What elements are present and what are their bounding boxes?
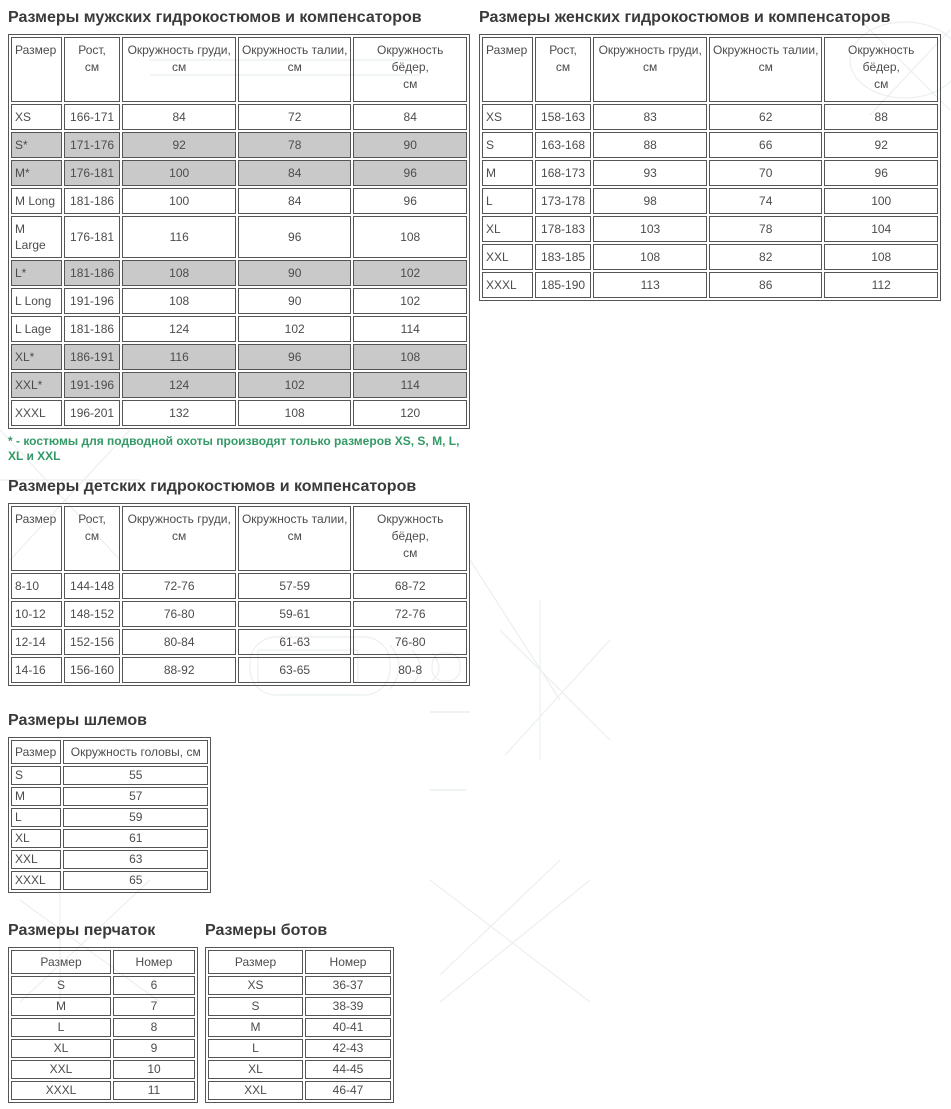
- glove-sizes-section: [8, 921, 198, 1103]
- table-row: [208, 1039, 391, 1058]
- table-cell: 78: [709, 216, 823, 242]
- table-row: [11, 1018, 195, 1037]
- header-row: [11, 950, 195, 974]
- column-header: Размер: [482, 37, 533, 102]
- table-row: [11, 829, 208, 848]
- table-cell: S: [11, 976, 111, 995]
- table-cell: 181-186: [64, 260, 121, 286]
- table-cell: 116: [122, 344, 236, 370]
- table-cell: 46-47: [305, 1081, 391, 1100]
- header-row: [208, 950, 391, 974]
- table-cell: 72-76: [122, 573, 236, 599]
- table-cell: 181-186: [64, 316, 121, 342]
- table-row: [11, 188, 467, 214]
- table-row: [482, 216, 938, 242]
- table-cell: 36-37: [305, 976, 391, 995]
- table-cell: 88: [593, 132, 707, 158]
- table-cell: 90: [238, 260, 352, 286]
- table-cell: 152-156: [64, 629, 121, 655]
- column-header: Окружность талии, см: [709, 37, 823, 102]
- table-cell: 144-148: [64, 573, 121, 599]
- table-cell: 178-183: [535, 216, 592, 242]
- table-cell: 181-186: [64, 188, 121, 214]
- table-row: [482, 244, 938, 270]
- table-cell: 100: [824, 188, 938, 214]
- table-cell: XXXL: [11, 1081, 111, 1100]
- table-cell: 176-181: [64, 160, 121, 186]
- table-row: [11, 132, 467, 158]
- table-cell: 76-80: [122, 601, 236, 627]
- table-row: [11, 372, 467, 398]
- column-header: Номер: [305, 950, 391, 974]
- table-cell: 70: [709, 160, 823, 186]
- column-header: Размер: [11, 740, 61, 764]
- table-cell: 183-185: [535, 244, 592, 270]
- table-cell: L*: [11, 260, 62, 286]
- table-cell: 163-168: [535, 132, 592, 158]
- table-cell: M*: [11, 160, 62, 186]
- table-cell: 88: [824, 104, 938, 130]
- table-cell: 108: [824, 244, 938, 270]
- table-cell: 96: [353, 160, 467, 186]
- table-cell: 10: [113, 1060, 195, 1079]
- header-row: [11, 740, 208, 764]
- table-row: [11, 1060, 195, 1079]
- table-cell: 90: [353, 132, 467, 158]
- header-row: [11, 506, 467, 571]
- table-cell: XL: [208, 1060, 303, 1079]
- table-cell: 96: [238, 216, 352, 258]
- children-sizes-section: [8, 477, 943, 686]
- table-cell: 96: [238, 344, 352, 370]
- children-sizes-table: [8, 503, 470, 686]
- table-cell: 83: [593, 104, 707, 130]
- glove-sizes-table: [8, 947, 198, 1103]
- helmet-sizes-title: Размеры шлемов: [8, 712, 147, 729]
- table-row: [11, 573, 467, 599]
- table-cell: 185-190: [535, 272, 592, 298]
- boot-sizes-table: [205, 947, 394, 1103]
- table-cell: 112: [824, 272, 938, 298]
- table-cell: 108: [353, 344, 467, 370]
- table-cell: S: [11, 766, 61, 785]
- table-cell: XL: [11, 1039, 111, 1058]
- table-cell: 6: [113, 976, 195, 995]
- table-row: [482, 272, 938, 298]
- table-cell: 8-10: [11, 573, 62, 599]
- table-cell: 57: [63, 787, 208, 806]
- column-header: Окружность талии, см: [238, 506, 352, 571]
- table-cell: 113: [593, 272, 707, 298]
- table-cell: 108: [353, 216, 467, 258]
- table-cell: 124: [122, 372, 236, 398]
- table-cell: XXL: [11, 850, 61, 869]
- header-row: [11, 37, 467, 102]
- table-row: [482, 132, 938, 158]
- table-row: [11, 850, 208, 869]
- column-header: Размер: [11, 950, 111, 974]
- table-cell: 108: [122, 260, 236, 286]
- column-header: Окружность груди, см: [122, 37, 236, 102]
- table-cell: 102: [238, 316, 352, 342]
- table-cell: 166-171: [64, 104, 121, 130]
- table-cell: 100: [122, 188, 236, 214]
- column-header: Размер: [11, 37, 62, 102]
- column-header: Окружность бёдер, см: [824, 37, 938, 102]
- table-cell: 80-84: [122, 629, 236, 655]
- table-cell: 108: [593, 244, 707, 270]
- table-row: [11, 629, 467, 655]
- table-cell: 8: [113, 1018, 195, 1037]
- table-row: [11, 766, 208, 785]
- table-cell: 68-72: [353, 573, 467, 599]
- table-cell: XXL: [11, 1060, 111, 1079]
- table-cell: M: [11, 787, 61, 806]
- table-cell: L Long: [11, 288, 62, 314]
- men-sizes-title: Размеры мужских гидрокостюмов и компенсаторов: [8, 9, 422, 26]
- table-cell: 103: [593, 216, 707, 242]
- table-cell: 62: [709, 104, 823, 130]
- table-row: [482, 160, 938, 186]
- column-header: Номер: [113, 950, 195, 974]
- table-cell: 171-176: [64, 132, 121, 158]
- women-sizes-section: [479, 8, 941, 301]
- spearfishing-footnote: * - костюмы для подводной охоты производят только размеров XS, S, M, L, XL и XXL: [8, 434, 460, 463]
- table-cell: 72-76: [353, 601, 467, 627]
- table-cell: L: [208, 1039, 303, 1058]
- table-row: [11, 1081, 195, 1100]
- table-cell: 92: [824, 132, 938, 158]
- table-cell: 98: [593, 188, 707, 214]
- table-row: [11, 601, 467, 627]
- table-cell: 186-191: [64, 344, 121, 370]
- table-cell: XL*: [11, 344, 62, 370]
- table-row: [11, 997, 195, 1016]
- table-cell: 88-92: [122, 657, 236, 683]
- table-cell: M: [11, 997, 111, 1016]
- table-cell: M: [482, 160, 533, 186]
- table-cell: S*: [11, 132, 62, 158]
- table-row: [11, 160, 467, 186]
- table-cell: M: [208, 1018, 303, 1037]
- table-cell: XXL: [482, 244, 533, 270]
- table-cell: 108: [122, 288, 236, 314]
- table-cell: 72: [238, 104, 352, 130]
- table-cell: S: [482, 132, 533, 158]
- table-cell: 114: [353, 316, 467, 342]
- table-cell: 196-201: [64, 400, 121, 426]
- table-cell: 168-173: [535, 160, 592, 186]
- table-cell: 57-59: [238, 573, 352, 599]
- table-row: [11, 316, 467, 342]
- helmet-sizes-section: [8, 711, 943, 893]
- table-cell: XL: [482, 216, 533, 242]
- table-cell: 82: [709, 244, 823, 270]
- table-cell: 7: [113, 997, 195, 1016]
- table-cell: 63-65: [238, 657, 352, 683]
- table-cell: 116: [122, 216, 236, 258]
- column-header: Окружность бёдер, см: [353, 506, 467, 571]
- table-row: [208, 1018, 391, 1037]
- table-row: [11, 288, 467, 314]
- table-cell: S: [208, 997, 303, 1016]
- table-row: [11, 1039, 195, 1058]
- table-row: [11, 976, 195, 995]
- table-cell: 176-181: [64, 216, 121, 258]
- table-cell: XL: [11, 829, 61, 848]
- table-cell: 40-41: [305, 1018, 391, 1037]
- table-cell: 84: [122, 104, 236, 130]
- column-header: Рост, см: [64, 506, 121, 571]
- table-cell: 86: [709, 272, 823, 298]
- children-sizes-title: Размеры детских гидрокостюмов и компенсаторов: [8, 478, 417, 495]
- table-cell: 104: [824, 216, 938, 242]
- table-cell: 156-160: [64, 657, 121, 683]
- table-cell: XXXL: [11, 400, 62, 426]
- table-row: [482, 104, 938, 130]
- table-cell: 76-80: [353, 629, 467, 655]
- column-header: Окружность груди, см: [122, 506, 236, 571]
- men-sizes-table: [8, 34, 470, 429]
- adult-sizes-row: [8, 8, 943, 464]
- table-cell: 96: [353, 188, 467, 214]
- table-cell: 42-43: [305, 1039, 391, 1058]
- table-cell: XXXL: [482, 272, 533, 298]
- table-cell: L: [11, 808, 61, 827]
- table-row: [11, 344, 467, 370]
- table-cell: L Lage: [11, 316, 62, 342]
- table-cell: 100: [122, 160, 236, 186]
- women-sizes-title: Размеры женских гидрокостюмов и компенсаторов: [479, 9, 891, 26]
- table-row: [11, 400, 467, 426]
- table-cell: 191-196: [64, 288, 121, 314]
- gloves-boots-row: [8, 921, 943, 1103]
- table-cell: XXL: [208, 1081, 303, 1100]
- table-cell: 84: [353, 104, 467, 130]
- column-header: Окружность талии, см: [238, 37, 352, 102]
- column-header: Размер: [11, 506, 62, 571]
- table-cell: 61: [63, 829, 208, 848]
- table-cell: 173-178: [535, 188, 592, 214]
- table-cell: 84: [238, 188, 352, 214]
- table-cell: 90: [238, 288, 352, 314]
- table-cell: 191-196: [64, 372, 121, 398]
- table-cell: 78: [238, 132, 352, 158]
- men-sizes-section: [8, 8, 470, 464]
- table-cell: XS: [482, 104, 533, 130]
- table-cell: XS: [208, 976, 303, 995]
- table-cell: 102: [353, 260, 467, 286]
- table-cell: 132: [122, 400, 236, 426]
- table-cell: 65: [63, 871, 208, 890]
- table-cell: L: [482, 188, 533, 214]
- table-cell: 10-12: [11, 601, 62, 627]
- table-row: [208, 1081, 391, 1100]
- header-row: [482, 37, 938, 102]
- table-cell: 61-63: [238, 629, 352, 655]
- table-cell: 11: [113, 1081, 195, 1100]
- column-header: Окружность груди, см: [593, 37, 707, 102]
- table-cell: 124: [122, 316, 236, 342]
- table-cell: 55: [63, 766, 208, 785]
- table-cell: 93: [593, 160, 707, 186]
- table-cell: L: [11, 1018, 111, 1037]
- table-row: [11, 808, 208, 827]
- table-cell: 59: [63, 808, 208, 827]
- table-row: [11, 216, 467, 258]
- helmet-sizes-table: [8, 737, 211, 893]
- column-header: Окружность головы, см: [63, 740, 208, 764]
- table-cell: 44-45: [305, 1060, 391, 1079]
- glove-sizes-title: Размеры перчаток: [8, 922, 156, 939]
- table-row: [208, 997, 391, 1016]
- table-row: [11, 104, 467, 130]
- table-row: [208, 976, 391, 995]
- table-cell: 59-61: [238, 601, 352, 627]
- table-cell: 9: [113, 1039, 195, 1058]
- table-cell: 80-8: [353, 657, 467, 683]
- table-cell: 120: [353, 400, 467, 426]
- table-row: [11, 657, 467, 683]
- table-row: [11, 871, 208, 890]
- table-cell: 66: [709, 132, 823, 158]
- table-row: [208, 1060, 391, 1079]
- table-cell: 63: [63, 850, 208, 869]
- table-row: [11, 787, 208, 806]
- column-header: Рост, см: [535, 37, 592, 102]
- table-cell: 108: [238, 400, 352, 426]
- boot-sizes-section: [205, 921, 394, 1103]
- women-sizes-table: [479, 34, 941, 301]
- table-cell: 38-39: [305, 997, 391, 1016]
- table-cell: 84: [238, 160, 352, 186]
- table-row: [11, 260, 467, 286]
- table-cell: 14-16: [11, 657, 62, 683]
- table-cell: M Large: [11, 216, 62, 258]
- table-cell: 148-152: [64, 601, 121, 627]
- column-header: Окружность бёдер, см: [353, 37, 467, 102]
- table-cell: XXXL: [11, 871, 61, 890]
- column-header: Размер: [208, 950, 303, 974]
- table-cell: 102: [238, 372, 352, 398]
- table-row: [482, 188, 938, 214]
- table-cell: 92: [122, 132, 236, 158]
- table-cell: 102: [353, 288, 467, 314]
- table-cell: M Long: [11, 188, 62, 214]
- boot-sizes-title: Размеры ботов: [205, 922, 328, 939]
- table-cell: XXL*: [11, 372, 62, 398]
- table-cell: XS: [11, 104, 62, 130]
- table-cell: 158-163: [535, 104, 592, 130]
- column-header: Рост, см: [64, 37, 121, 102]
- table-cell: 12-14: [11, 629, 62, 655]
- table-cell: 96: [824, 160, 938, 186]
- table-cell: 114: [353, 372, 467, 398]
- table-cell: 74: [709, 188, 823, 214]
